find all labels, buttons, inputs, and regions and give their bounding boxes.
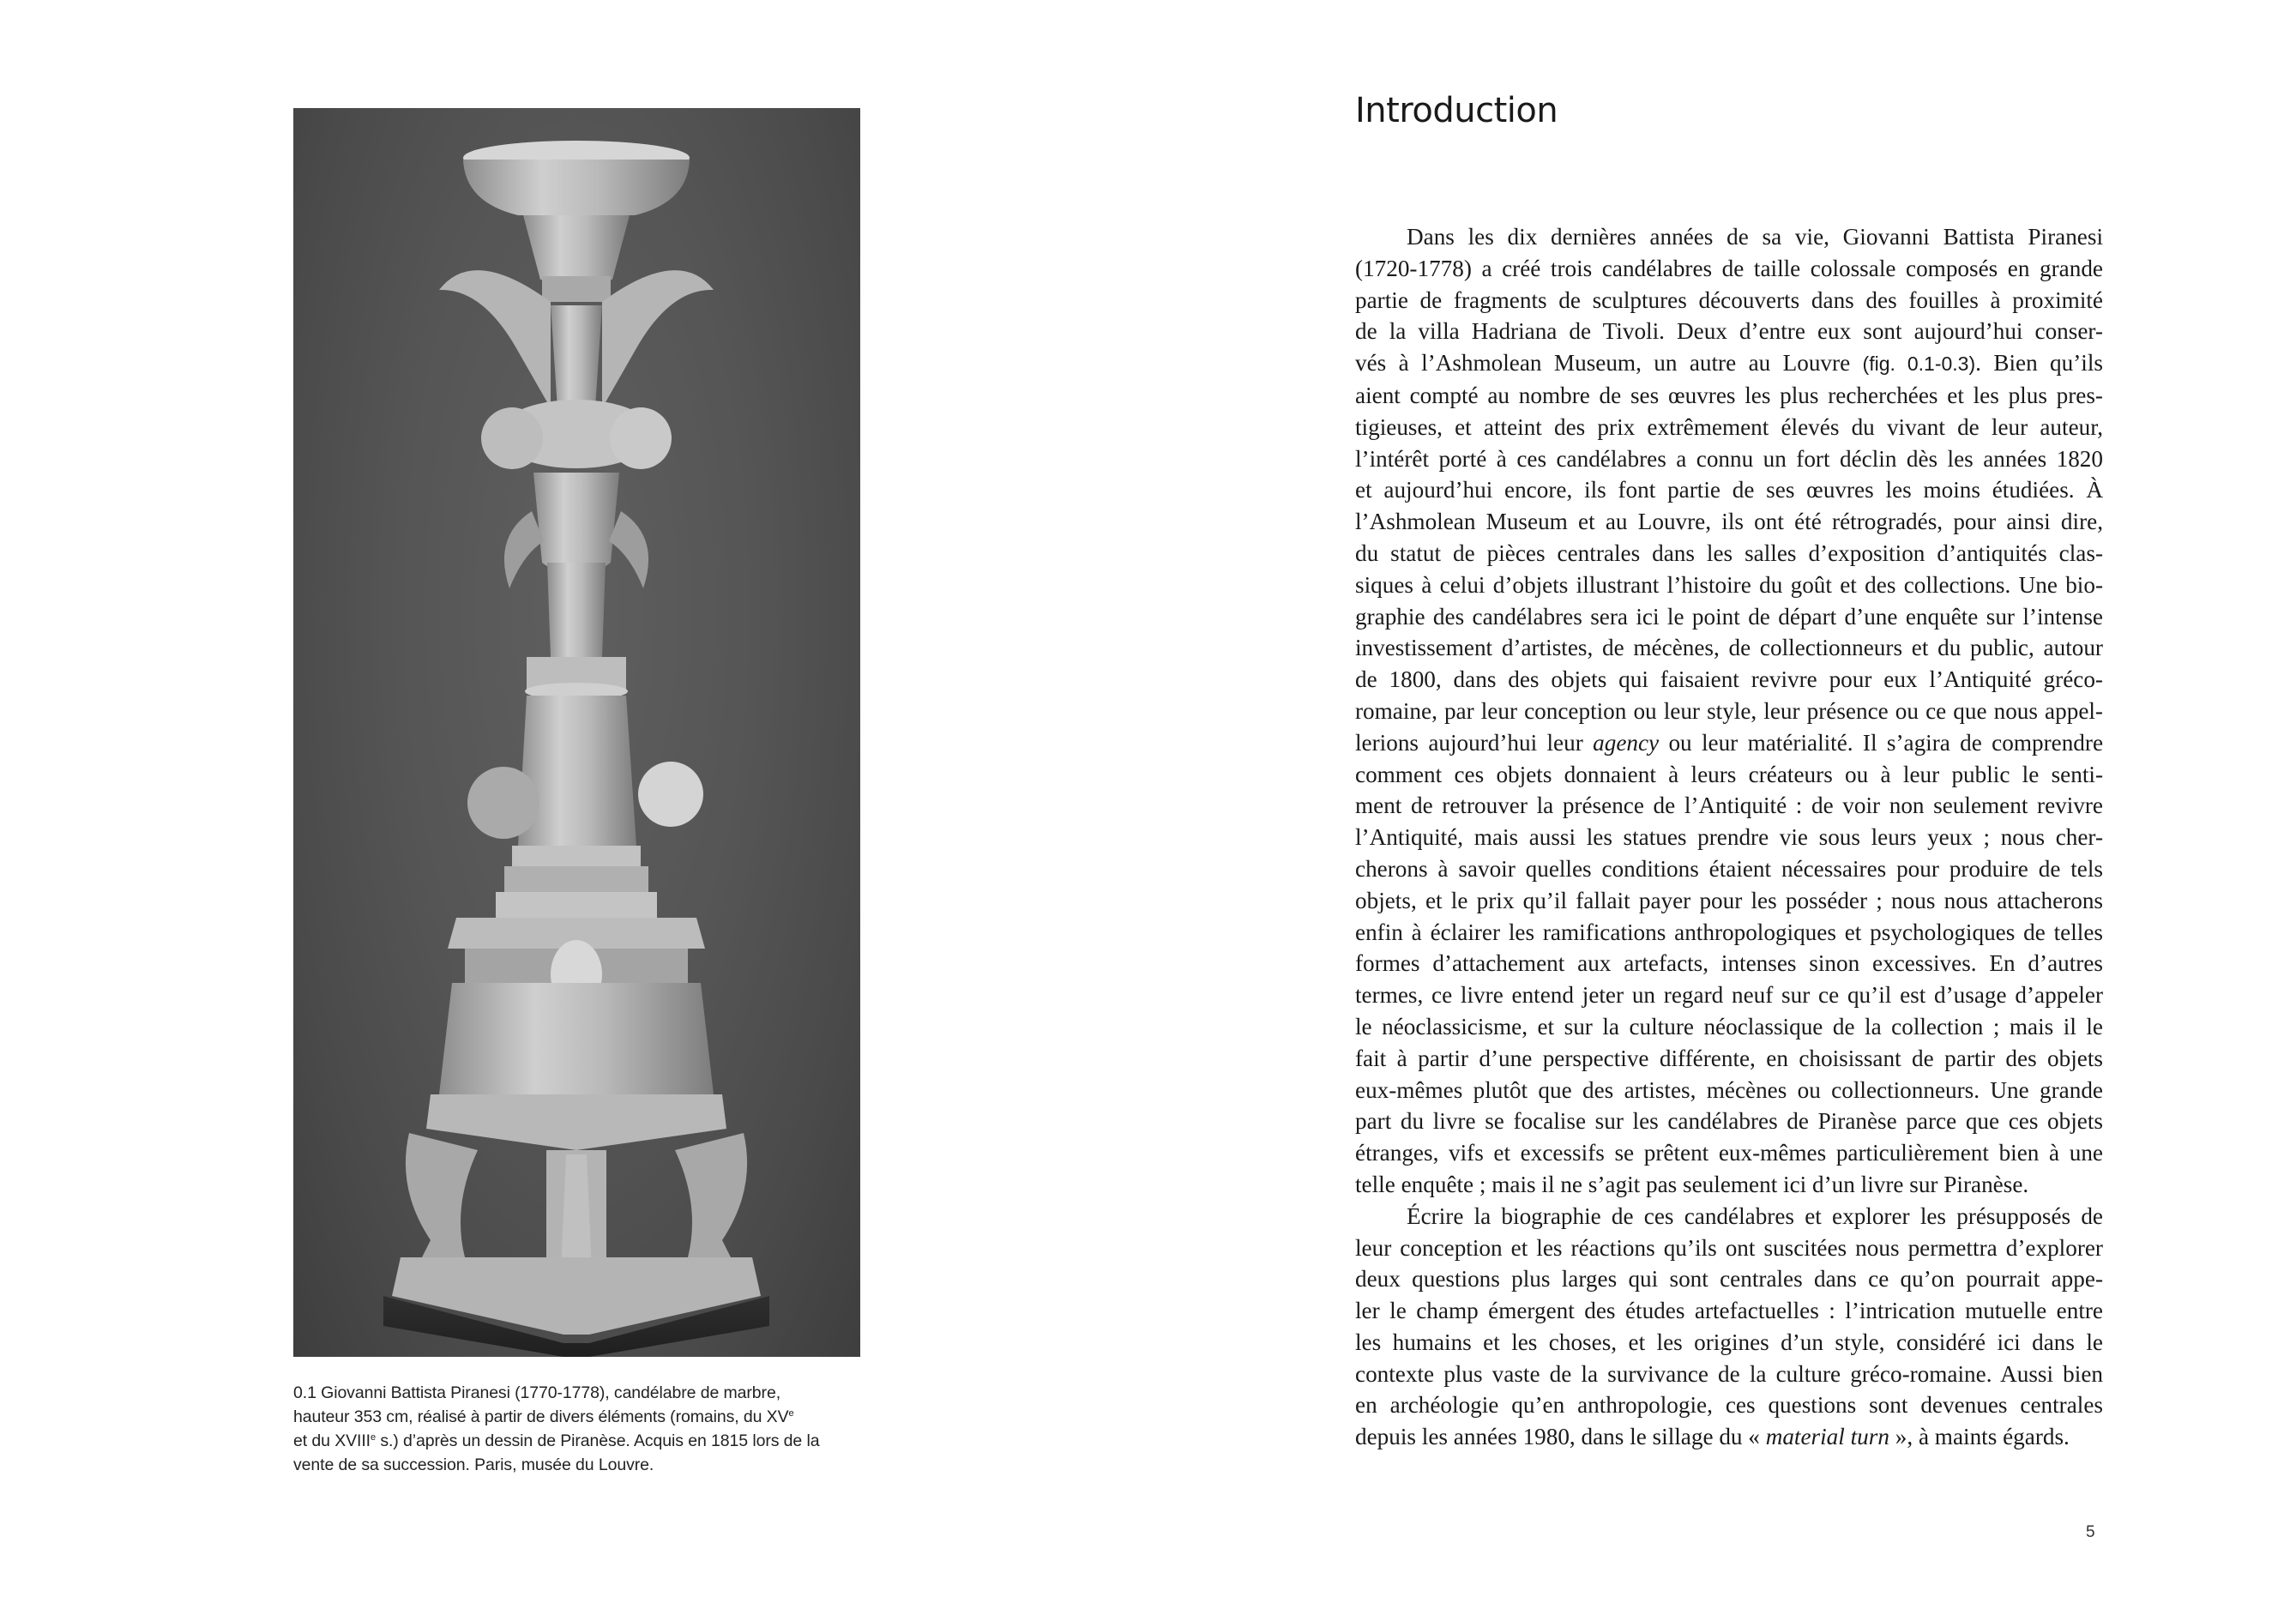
text-line: termes, ce livre entend jeter un regard neuf sur ce qu’il est d’usage d’appeler	[1355, 982, 2103, 1009]
text-line: part du livre se focalise sur les candélabres de Piranèse parce que ces objets	[1355, 1108, 2103, 1135]
text-line	[1355, 347, 2103, 380]
text-line: en archéologie qu’en anthropologie, ces questions sont devenues centrales	[1355, 1392, 2103, 1419]
text-fragment: vés à l’Ashmolean Museum, un autre au Louvre	[1355, 350, 1863, 377]
text-line: l’Antiquité, mais aussi les statues prendre vie sous leurs yeux ; nous cher-	[1355, 824, 2103, 851]
text-line: de la villa Hadriana de Tivoli. Deux d’entre eux sont aujourd’hui conser-	[1355, 318, 2103, 345]
text-line: romaine, par leur conception ou leur style, leur présence ou ce que nous appel-	[1355, 697, 2103, 724]
caption-line: hauteur 353 cm, réalisé à partir de divers éléments (romains, du XV	[293, 1407, 789, 1426]
text-line: ment de retrouver la présence de l’Antiquité : de voir non seulement revivre	[1355, 792, 2103, 819]
caption-line: s.) d’après un dessin de Piranèse. Acquis en 1815 lors de la	[376, 1431, 820, 1450]
text-fragment: », à maints égards.	[1889, 1424, 2070, 1450]
italic-term: agency	[1593, 729, 1660, 756]
text-line: fait à partir d’une perspective différente, en choisissant de partir des objets	[1355, 1045, 2103, 1071]
text-line: ler le champ émergent des études artefactuelles : l’intrication mutuelle entre	[1355, 1298, 2103, 1324]
text-line: Dans les dix dernières années de sa vie, Giovanni Battista Piranesi	[1407, 224, 2103, 250]
paragraph	[1355, 221, 2103, 1201]
text-line: investissement d’artistes, de mécènes, de collectionneurs et du public, autour	[1355, 635, 2103, 661]
paragraph	[1355, 1201, 2103, 1453]
text-line: eux-mêmes plutôt que des artistes, mécènes ou collectionneurs. Une grande	[1355, 1076, 2103, 1103]
caption-superscript: e	[788, 1408, 794, 1419]
text-line: le néoclassicisme, et sur la culture néoclassique de la collection ; mais il le	[1355, 1013, 2103, 1039]
text-line: enfin à éclairer les ramifications anthropologiques et psychologiques de telles	[1355, 919, 2103, 945]
text-line: objets, et le prix qu’il fallait payer pour les posséder ; nous nous attacherons	[1355, 887, 2103, 913]
text-line: cherons à savoir quelles conditions étaient nécessaires pour produire de tels	[1355, 855, 2103, 882]
text-fragment: depuis les années 1980, dans le sillage du «	[1355, 1424, 1766, 1450]
caption-line: Giovanni Battista Piranesi (1770-1778), candélabre de marbre,	[321, 1383, 781, 1402]
text-line: de 1800, dans des objets qui faisaient revivre pour eux l’Antiquité gréco-	[1355, 666, 2103, 693]
text-fragment: ou leur matérialité. Il s’agira de comprendre	[1659, 729, 2104, 756]
text-line: deux questions plus larges qui sont centrales dans ce qu’on pourrait appe-	[1355, 1266, 2103, 1293]
figure-reference: (fig. 0.1-0.3)	[1862, 353, 1976, 376]
italic-term: material turn	[1765, 1424, 1889, 1450]
caption-line: et du XVIII	[293, 1431, 371, 1450]
text-line: telle enquête ; mais il ne s’agit pas seulement ici d’un livre sur Piranèse.	[1355, 1171, 2029, 1197]
candelabrum-photo	[293, 108, 860, 1357]
text-line: les humains et les choses, et les origines d’un style, considéré ici dans le	[1355, 1329, 2103, 1355]
text-line	[1355, 727, 2103, 759]
text-line: formes d’attachement aux artefacts, intenses sinon excessives. En d’autres	[1355, 950, 2103, 977]
text-line: comment ces objets donnaient à leurs créateurs ou à leur public le senti-	[1355, 761, 2103, 787]
body-text	[1355, 221, 2103, 1453]
text-line: l’intérêt porté à ces candélabres a connu un fort déclin dès les années 1820	[1355, 445, 2103, 472]
text-line: du statut de pièces centrales dans les salles d’exposition d’antiquités clas-	[1355, 539, 2103, 566]
chapter-title: Introduction	[1355, 91, 1558, 130]
text-line: (1720-1778) a créé trois candélabres de taille colossale composés en grande	[1355, 255, 2103, 281]
text-line: siques à celui d’objets illustrant l’histoire du goût et des collections. Une bio-	[1355, 571, 2103, 598]
page-number: 5	[2086, 1523, 2095, 1541]
text-line: étranges, vifs et excessifs se prêtent eux-mêmes particulièrement bien à une	[1355, 1140, 2103, 1166]
text-fragment: . Bien qu’ils	[1975, 350, 2103, 377]
text-line: l’Ashmolean Museum et au Louvre, ils ont été rétrogradés, pour ainsi dire,	[1355, 509, 2103, 535]
caption-line: vente de sa succession. Paris, musée du Louvre.	[293, 1455, 654, 1474]
text-line: Écrire la biographie de ces candélabres et explorer les présupposés de	[1407, 1202, 2103, 1229]
caption-number: 0.1	[293, 1383, 316, 1402]
text-line: leur conception et les réactions qu’ils ont suscitées nous permettra d’explorer	[1355, 1234, 2103, 1261]
text-line: graphie des candélabres sera ici le point de départ d’une enquête sur l’intense	[1355, 603, 2103, 630]
text-line: aient compté au nombre de ses œuvres les plus recherchées et les plus pres-	[1355, 382, 2103, 408]
figure-caption	[293, 1381, 860, 1477]
text-line: et aujourd’hui encore, ils font partie de ses œuvres les moins étudiées. À	[1355, 477, 2103, 503]
text-line	[1355, 1421, 2103, 1453]
caption-superscript: e	[370, 1432, 376, 1443]
text-fragment: lerions aujourd’hui leur	[1355, 729, 1594, 756]
text-line: contexte plus vaste de la survivance de la culture gréco-romaine. Aussi bien	[1355, 1360, 2103, 1387]
text-line: partie de fragments de sculptures découverts dans des fouilles à proximité	[1355, 286, 2103, 313]
candelabrum-photo-icon	[293, 108, 860, 1357]
text-line: tigieuses, et atteint des prix extrêmement élevés du vivant de leur auteur,	[1355, 413, 2103, 440]
